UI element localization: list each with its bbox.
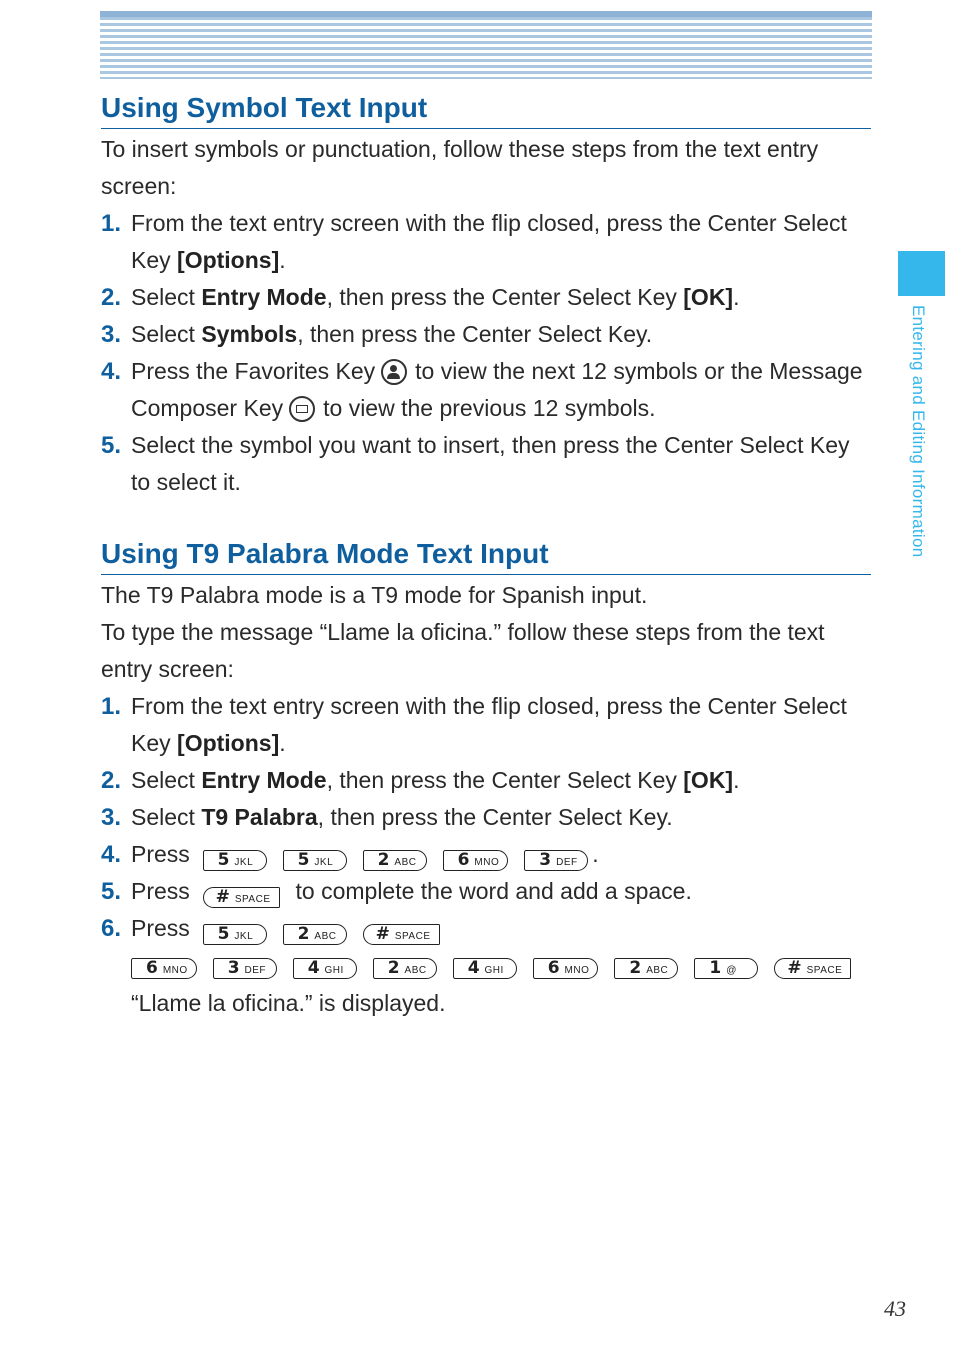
step-number: 2.	[101, 284, 122, 311]
section-title-t9: Using T9 Palabra Mode Text Input	[101, 536, 871, 575]
key-hash-space-icon: # SPACE	[363, 924, 440, 945]
step-list	[101, 205, 871, 501]
key-2-icon: 2 ABC	[363, 850, 427, 871]
step-item: 3. Select T9 Palabra, then press the Center Select Key.	[101, 799, 871, 836]
key-3-icon: 3 DEF	[524, 850, 588, 871]
key-1-icon: 1 @	[694, 958, 758, 979]
step-item: 1. From the text entry screen with the flip closed, press the Center Select Key [Options].	[101, 688, 871, 762]
key-5-icon: 5 JKL	[283, 850, 347, 871]
step-item: 2. Select Entry Mode, then press the Center Select Key [OK].	[101, 279, 871, 316]
step-item: 3. Select Symbols, then press the Center Select Key.	[101, 316, 871, 353]
section-intro: The T9 Palabra mode is a T9 mode for Spanish input.	[101, 582, 648, 608]
key-5-icon: 5 JKL	[203, 924, 267, 945]
step-item: 5. Select the symbol you want to insert, then press the Center Select Key to select it.	[101, 427, 871, 501]
key-6-icon: 6 MNO	[131, 958, 197, 979]
result-text: “Llame la oficina.” is displayed.	[131, 990, 446, 1016]
key-sequence-row	[131, 947, 871, 985]
step-item: 5. Press # SPACE to complete the word and add a space.	[101, 873, 871, 910]
key-2-icon: 2 ABC	[614, 958, 678, 979]
step-number: 4.	[101, 358, 122, 385]
message-composer-key-icon	[289, 396, 315, 422]
favorites-key-icon	[381, 359, 407, 385]
step-number: 1.	[101, 693, 122, 720]
key-6-icon: 6 MNO	[443, 850, 509, 871]
section-intro: To type the message “Llame la oficina.” follow these steps from the text entry screen:	[101, 619, 825, 682]
key-2-icon: 2 ABC	[373, 958, 437, 979]
step-number: 4.	[101, 841, 122, 868]
key-5-icon: 5 JKL	[203, 850, 267, 871]
key-hash-space-icon: # SPACE	[203, 887, 280, 908]
chapter-tab	[898, 251, 945, 296]
key-6-icon: 6 MNO	[533, 958, 599, 979]
step-item: 6. Press 5 JKL 2 ABC # SPACE	[101, 910, 871, 947]
step-number: 3.	[101, 321, 122, 348]
section-title-symbol: Using Symbol Text Input	[101, 90, 871, 129]
key-4-icon: 4 GHI	[293, 958, 357, 979]
page-number: 43	[884, 1296, 906, 1321]
step-number: 1.	[101, 210, 122, 237]
header-stripes	[100, 11, 872, 79]
step-item: 2. Select Entry Mode, then press the Center Select Key [OK].	[101, 762, 871, 799]
chapter-label: Entering and Editing Information	[909, 305, 928, 558]
step-number: 6.	[101, 915, 122, 942]
step-number: 5.	[101, 878, 122, 905]
page-content	[101, 90, 871, 1022]
step-number: 3.	[101, 804, 122, 831]
step-item: 1. From the text entry screen with the flip closed, press the Center Select Key [Options].	[101, 205, 871, 279]
step-list	[101, 688, 871, 947]
section-intro: To insert symbols or punctuation, follow these steps from the text entry screen:	[101, 136, 819, 199]
step-number: 2.	[101, 767, 122, 794]
key-3-icon: 3 DEF	[213, 958, 277, 979]
step-item: 4. Press 5 JKL 5 JKL 2 ABC 6 MNO 3 DEF .	[101, 836, 871, 873]
step-number: 5.	[101, 432, 122, 459]
key-hash-space-icon: # SPACE	[774, 958, 851, 979]
step-item: 4. Press the Favorites Key to view the next 12 symbols or the Message Composer Key to view the previous 12 symbols.	[101, 353, 871, 427]
key-2-icon: 2 ABC	[283, 924, 347, 945]
key-4-icon: 4 GHI	[453, 958, 517, 979]
